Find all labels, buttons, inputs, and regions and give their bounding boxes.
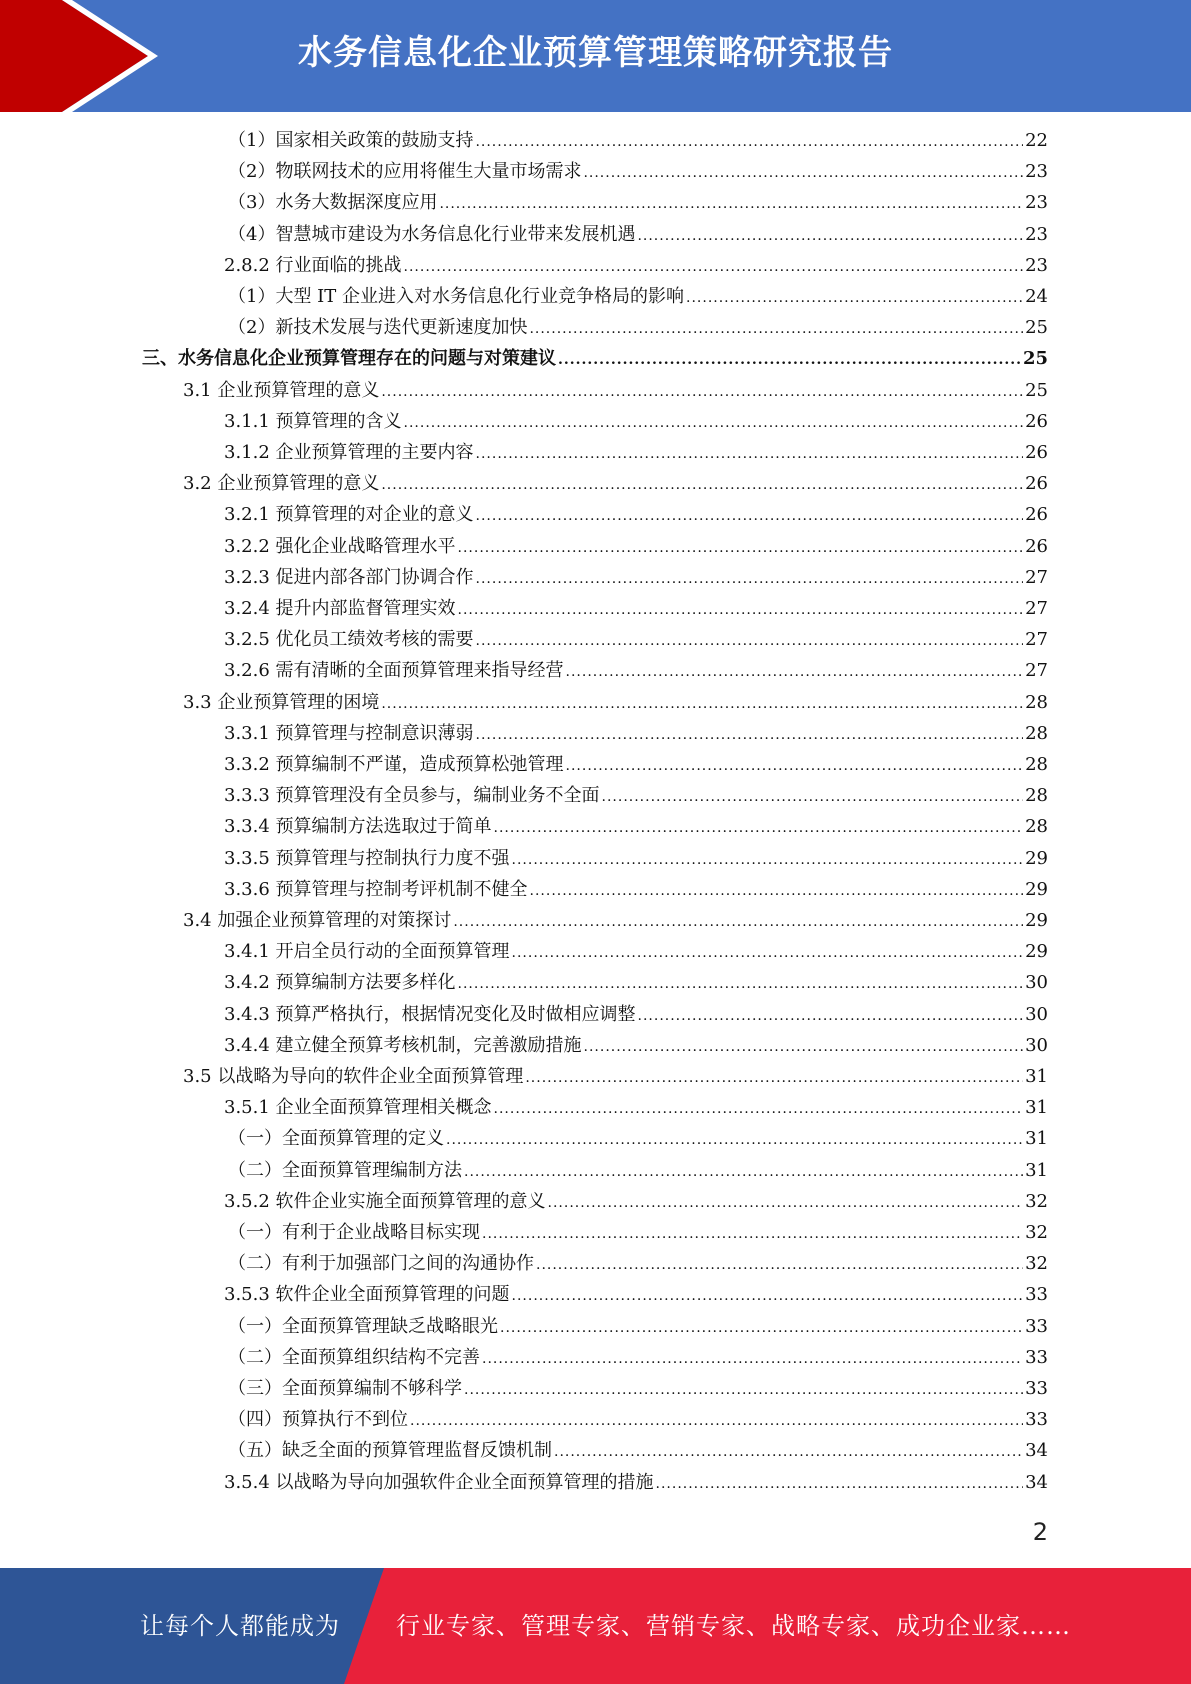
toc-entry-page: 26 [1025,473,1048,495]
toc-entry-title: 3.2.1 预算管理的对企业的意义 [224,504,474,526]
toc-entry[interactable] [224,937,1048,967]
toc-entry[interactable] [228,1124,1048,1154]
toc-entry-title: 3.2 企业预算管理的意义 [183,473,380,495]
toc-entry[interactable] [224,781,1048,811]
toc-dot-leader [583,158,1023,188]
toc-entry-page: 29 [1025,878,1048,900]
toc-dot-leader [548,1188,1024,1218]
toc-entry-title: 3.4.4 建立健全预算考核机制，完善激励措施 [224,1034,582,1056]
toc-entry-page: 23 [1025,223,1048,245]
toc-entry[interactable] [183,688,1048,718]
toc-dot-leader [686,283,1023,313]
toc-entry[interactable] [183,376,1048,406]
toc-dot-leader [439,189,1023,219]
toc-entry[interactable] [224,875,1048,905]
toc-entry-title: 3.2.4 提升内部监督管理实效 [224,598,456,619]
toc-entry[interactable] [224,1000,1048,1030]
toc-entry-page: 29 [1025,941,1048,963]
toc-entry[interactable] [224,656,1048,686]
toc-entry-title: （一）有利于企业战略目标实现 [228,1222,480,1243]
toc-entry[interactable] [224,1187,1048,1217]
toc-entry[interactable] [224,719,1048,749]
toc-entry[interactable] [228,1343,1048,1373]
toc-entry-title: 3.2.6 需有清晰的全面预算管理来指导经营 [224,660,564,682]
toc-entry[interactable] [224,750,1048,780]
toc-entry[interactable] [228,126,1048,156]
toc-dot-leader [554,1437,1023,1467]
toc-entry-title: （二）有利于加强部门之间的沟通协作 [228,1253,534,1275]
toc-entry-page: 30 [1025,1003,1048,1025]
report-header [0,0,1191,112]
toc-entry[interactable] [228,157,1048,187]
toc-entry[interactable] [224,532,1048,562]
toc-entry-page: 32 [1025,1222,1048,1243]
toc-entry-title: （一）全面预算管理的定义 [228,1128,444,1150]
toc-entry-title: 3.4.3 预算严格执行，根据情况变化及时做相应调整 [224,1003,636,1025]
toc-entry-page: 34 [1025,1440,1048,1462]
toc-entry-title: 3.4 加强企业预算管理的对策探讨 [183,910,452,931]
toc-entry-page: 28 [1025,691,1048,713]
toc-entry-title: （2）新技术发展与迭代更新速度加快 [228,317,528,339]
toc-dot-leader [494,813,1024,843]
toc-dot-leader [482,1344,1023,1374]
toc-entry-title: 3.4.1 开启全员行动的全面预算管理 [224,941,510,963]
toc-dot-leader [476,626,1024,656]
toc-entry-page: 27 [1025,598,1048,619]
toc-entry-page: 34 [1025,1471,1048,1493]
toc-dot-leader [381,377,1023,407]
toc-dot-leader [476,501,1024,531]
toc-entry[interactable] [228,188,1048,218]
toc-entry[interactable] [183,906,1048,936]
toc-dot-leader [381,689,1023,719]
toc-entry[interactable] [228,220,1048,250]
toc-entry-title: 3.1 企业预算管理的意义 [183,379,380,401]
toc-entry[interactable] [224,1468,1048,1498]
toc-entry[interactable] [228,1374,1048,1404]
toc-entry-title: 3.5.4 以战略为导向加强软件企业全面预算管理的措施 [224,1471,654,1493]
toc-dot-leader [637,221,1023,251]
toc-entry[interactable] [224,594,1048,624]
toc-entry-title: 3.4.2 预算编制方法要多样化 [224,972,456,994]
toc-entry-page: 26 [1025,504,1048,526]
toc-entry-page: 33 [1025,1378,1048,1399]
toc-dot-leader [558,345,1021,375]
toc-entry[interactable] [224,812,1048,842]
toc-dot-leader [512,845,1024,875]
footer-slogan-right: 行业专家、管理专家、营销专家、战略专家、成功企业家…… [396,1612,1071,1640]
toc-dot-leader [512,938,1024,968]
toc-entry-page: 30 [1025,972,1048,994]
toc-dot-leader [475,127,1023,157]
toc-dot-leader [602,782,1024,812]
toc-entry-title: 3.1.1 预算管理的含义 [224,410,402,432]
toc-entry-page: 31 [1025,1066,1048,1087]
toc-entry[interactable] [224,438,1048,468]
footer-banner [0,1568,1191,1684]
toc-entry-title: 3.3.5 预算管理与控制执行力度不强 [224,847,510,869]
toc-entry-page: 31 [1025,1097,1048,1119]
toc-entry-title: 3.2.5 优化员工绩效考核的需要 [224,629,474,651]
toc-dot-leader [525,1063,1023,1093]
toc-dot-leader [453,907,1023,937]
toc-dot-leader [566,657,1024,687]
toc-entry[interactable] [228,1312,1048,1342]
toc-dot-leader [500,1313,1023,1343]
toc-entry-page: 26 [1025,442,1048,463]
toc-entry-title: 2.8.2 行业面临的挑战 [224,254,402,276]
toc-entry-title: （3）水务大数据深度应用 [228,192,438,214]
toc-entry[interactable] [224,968,1048,998]
toc-entry-page: 27 [1025,660,1048,682]
toc-dot-leader [404,408,1024,438]
toc-entry[interactable] [228,1405,1048,1435]
toc-dot-leader [458,533,1024,563]
toc-entry-page: 30 [1025,1034,1048,1056]
toc-dot-leader [584,1032,1024,1062]
toc-entry-page: 33 [1025,1409,1048,1431]
toc-entry-title: （五）缺乏全面的预算管理监督反馈机制 [228,1440,552,1462]
toc-entry[interactable] [224,500,1048,530]
toc-entry-page: 29 [1025,910,1048,931]
toc-dot-leader [512,1281,1024,1311]
toc-entry[interactable] [224,407,1048,437]
toc-entry-page: 33 [1025,1315,1048,1337]
toc-entry[interactable] [183,1062,1048,1092]
toc-entry-page: 33 [1025,1346,1048,1368]
toc-entry-page: 27 [1025,629,1048,651]
toc-dot-leader [476,720,1024,750]
toc-entry-page: 28 [1025,785,1048,807]
toc-dot-leader [410,1406,1023,1436]
toc-entry-title: 3.3.1 预算管理与控制意识薄弱 [224,722,474,744]
toc-dot-leader [381,470,1023,500]
toc-entry-page: 23 [1025,192,1048,214]
toc-entry-page: 25 [1022,348,1048,370]
toc-entry-title: 3.1.2 企业预算管理的主要内容 [224,442,474,463]
toc-entry[interactable] [228,1156,1048,1186]
toc-entry-title: 3.2.2 强化企业战略管理水平 [224,535,456,557]
toc-entry[interactable] [142,344,1048,374]
report-title: 水务信息化企业预算管理策略研究报告 [298,33,893,73]
toc-entry-title: （四）预算执行不到位 [228,1409,408,1431]
toc-entry-title: 3.3.2 预算编制不严谨，造成预算松弛管理 [224,754,564,775]
toc-entry[interactable] [228,1218,1048,1248]
toc-entry-page: 23 [1025,161,1048,183]
toc-dot-leader [464,1157,1023,1187]
toc-entry-title: 3.3.6 预算管理与控制考评机制不健全 [224,878,528,900]
toc-entry-title: （二）全面预算组织结构不完善 [228,1346,480,1368]
toc-entry-title: 3.5.1 企业全面预算管理相关概念 [224,1097,492,1119]
toc-entry-title: （4）智慧城市建设为水务信息化行业带来发展机遇 [228,223,636,245]
toc-entry-page: 28 [1025,754,1048,775]
toc-entry-title: （三）全面预算编制不够科学 [228,1378,462,1399]
toc-entry-title: 3.5.3 软件企业全面预算管理的问题 [224,1284,510,1306]
toc-dot-leader [476,439,1024,469]
toc-entry[interactable] [224,844,1048,874]
toc-entry-title: 3.3.3 预算管理没有全员参与，编制业务不全面 [224,785,600,807]
toc-dot-leader [464,1375,1023,1405]
toc-entry[interactable] [224,1280,1048,1310]
toc-entry[interactable] [228,1249,1048,1279]
toc-entry-page: 22 [1025,130,1048,151]
toc-entry-page: 28 [1025,722,1048,744]
toc-entry-page: 31 [1025,1159,1048,1181]
toc-entry[interactable] [224,1031,1048,1061]
toc-dot-leader [638,1001,1024,1031]
toc-entry-page: 25 [1025,317,1048,339]
toc-entry-page: 23 [1025,254,1048,276]
toc-dot-leader [458,595,1024,625]
toc-entry[interactable] [228,1436,1048,1466]
toc-entry-page: 31 [1025,1128,1048,1150]
toc-entry-title: 3.2.3 促进内部各部门协调合作 [224,566,474,588]
toc-entry-title: 三、水务信息化企业预算管理存在的问题与对策建议 [142,348,556,370]
footer-slogan-left: 让每个人都能成为 [140,1612,340,1640]
toc-entry[interactable] [183,469,1048,499]
toc-entry-page: 27 [1025,566,1048,588]
toc-entry[interactable] [224,563,1048,593]
toc-entry[interactable] [224,1093,1048,1123]
toc-dot-leader [536,1250,1023,1280]
toc-entry-page: 25 [1025,379,1048,401]
toc-entry[interactable] [224,251,1048,281]
toc-entry[interactable] [228,313,1048,343]
toc-entry[interactable] [224,625,1048,655]
toc-entry-page: 29 [1025,847,1048,869]
toc-entry-title: （1）国家相关政策的鼓励支持 [228,130,474,151]
toc-entry-page: 33 [1025,1284,1048,1306]
toc-entry-page: 28 [1025,816,1048,838]
toc-dot-leader [530,876,1024,906]
toc-dot-leader [482,1219,1023,1249]
toc-dot-leader [494,1094,1024,1124]
toc-entry-page: 24 [1025,286,1048,307]
toc-entry-page: 26 [1025,535,1048,557]
toc-entry-title: 3.3 企业预算管理的困境 [183,691,380,713]
toc-entry-title: 3.5.2 软件企业实施全面预算管理的意义 [224,1190,546,1212]
toc-dot-leader [458,969,1024,999]
toc-dot-leader [529,314,1023,344]
page-number: 2 [1032,1518,1048,1546]
toc-dot-leader [566,751,1024,781]
toc-entry-title: 3.5 以战略为导向的软件企业全面预算管理 [183,1066,524,1087]
toc-dot-leader [656,1469,1024,1499]
toc-entry-page: 32 [1025,1190,1048,1212]
toc-entry[interactable] [228,282,1048,312]
toc-entry-title: （一）全面预算管理缺乏战略眼光 [228,1315,498,1337]
toc-dot-leader [476,564,1024,594]
toc-entry-page: 26 [1025,410,1048,432]
toc-dot-leader [404,252,1024,282]
toc-entry-title: （1）大型 IT 企业进入对水务信息化行业竞争格局的影响 [228,286,685,307]
toc-entry-title: （2）物联网技术的应用将催生大量市场需求 [228,161,582,183]
toc-entry-title: 3.3.4 预算编制方法选取过于简单 [224,816,492,838]
toc-dot-leader [446,1125,1023,1155]
toc-entry-page: 32 [1025,1253,1048,1275]
toc-entry-title: （二）全面预算管理编制方法 [228,1159,462,1181]
